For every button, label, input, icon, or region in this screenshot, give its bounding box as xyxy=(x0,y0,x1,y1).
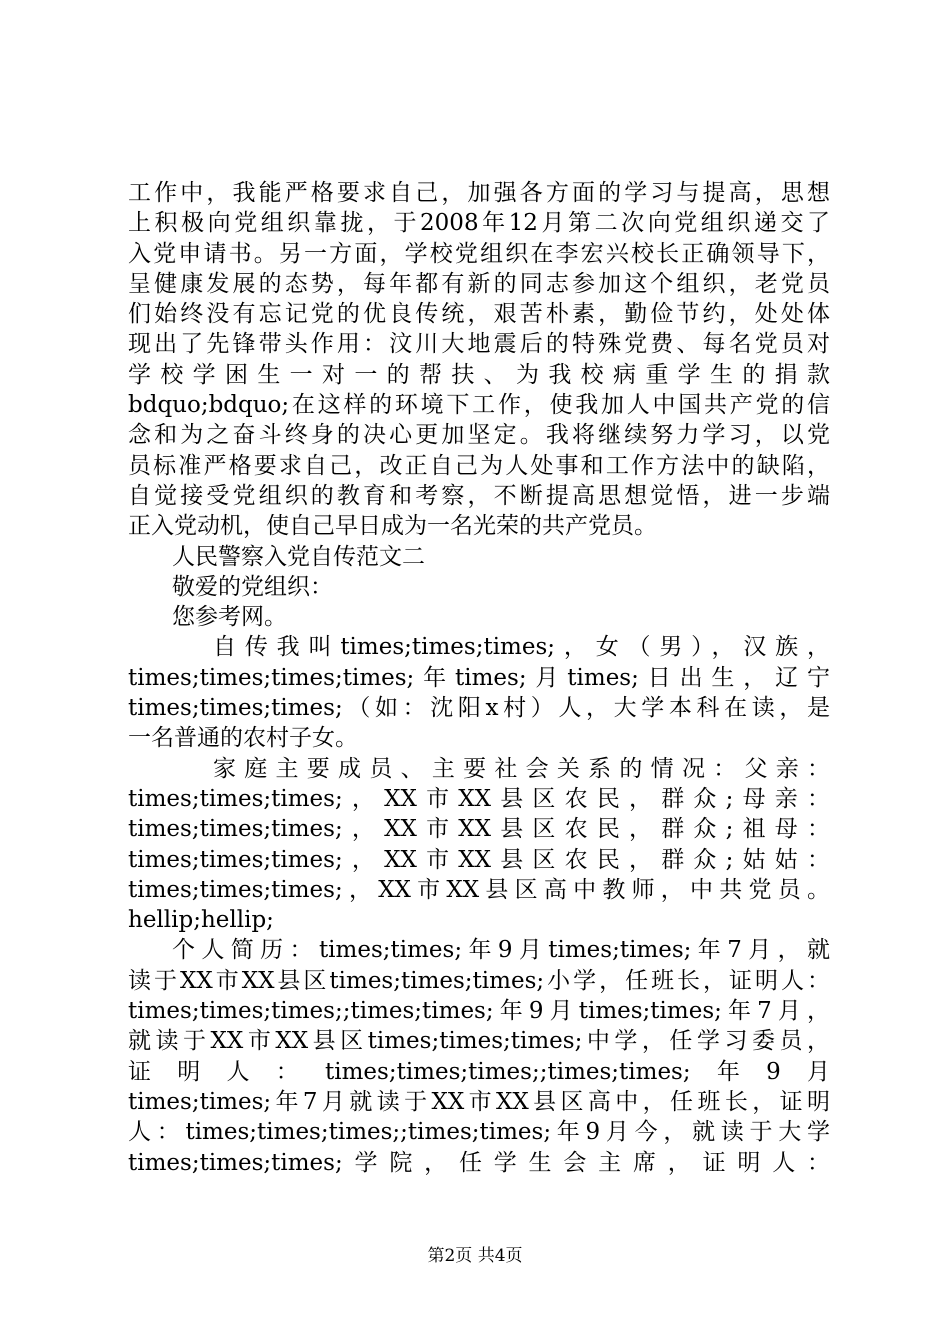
text-line: 家庭主要成员、主要社会关系的情况：父亲： xyxy=(213,755,830,782)
text-line: times;times;times;，XX市XX县区农民，群众;祖母： xyxy=(128,816,830,843)
page-number-footer: 第2页 共4页 xyxy=(427,1246,523,1266)
text-line: bdquo;bdquo;在这样的环境下工作，使我加人中国共产党的信 xyxy=(128,392,830,419)
text-line: 自觉接受党组织的教育和考察，不断提高思想觉悟，进一步端 xyxy=(128,482,830,509)
text-line: 学校学困生一对一的帮扶、为我校病重学生的捐款 xyxy=(128,361,830,388)
text-line: 正入党动机，使自己早日成为一名光荣的共产党员。 xyxy=(128,513,657,540)
text-line: times;times;times;（如：沈阳x村）人，大学本科在读，是 xyxy=(128,695,830,722)
text-line: 个人简历：times;times;年9月times;times;年7月，就 xyxy=(172,937,830,964)
text-line: times;times;times;times;年times;月times;日出生，辽宁 xyxy=(128,664,830,691)
text-line: times;times;年7月就读于XX市XX县区高中，任班长，证明 xyxy=(128,1088,830,1115)
text-line: hellip;hellip; xyxy=(128,907,274,934)
text-line: 呈健康发展的态势，每年都有新的同志参加这个组织，老党员 xyxy=(128,270,830,297)
text-line: 上积极向党组织靠拢，于2008年12月第二次向党组织递交了 xyxy=(128,210,830,237)
text-line: 员标准严格要求自己，改正自己为人处事和工作方法中的缺陷， xyxy=(128,452,830,479)
text-line: 工作中，我能严格要求自己，加强各方面的学习与提高，思想 xyxy=(128,180,830,206)
text-line: 就读于XX市XX县区times;times;times;中学，任学习委员， xyxy=(128,1028,830,1055)
text-line: 读于XX市XX县区times;times;times;小学，任班长，证明人： xyxy=(128,967,830,994)
salutation: 敬爱的党组织： xyxy=(172,573,333,600)
text-line: times;times;times;，XX市XX县区高中教师，中共党员。 xyxy=(128,876,830,903)
text-line: 证明人：times;times;times;;times;times;年9月 xyxy=(128,1058,830,1085)
text-line: 念和为之奋斗终身的决心更加坚定。我将继续努力学习，以党 xyxy=(128,422,830,449)
text-line: 人：times;times;times;;times;times;年9月今，就读于大学 xyxy=(128,1119,830,1146)
text-line: times;times;times;学院，任学生会主席，证明人： xyxy=(128,1149,830,1176)
text-line: 现出了先锋带头作用：汶川大地震后的特殊党费、每名党员对 xyxy=(128,331,830,358)
text-line: 入党申请书。另一方面，学校党组织在李宏兴校长正确领导下， xyxy=(128,240,830,267)
text-line: 自传我叫times;times;times;，女（男），汉族， xyxy=(213,634,830,661)
text-line: 您参考网。 xyxy=(172,604,287,631)
text-line: 一名普通的农村子女。 xyxy=(128,725,358,752)
section-heading: 人民警察入党自传范文二 xyxy=(172,543,425,570)
text-line: 们始终没有忘记党的优良传统，艰苦朴素，勤俭节约，处处体 xyxy=(128,301,830,328)
text-line: times;times;times;;times;times;年9月times;times;年7月， xyxy=(128,998,830,1025)
text-line: times;times;times;，XX市XX县区农民，群众;姑姑： xyxy=(128,846,830,873)
text-line: times;times;times;，XX市XX县区农民，群众;母亲： xyxy=(128,785,830,812)
document-body xyxy=(128,178,830,1178)
